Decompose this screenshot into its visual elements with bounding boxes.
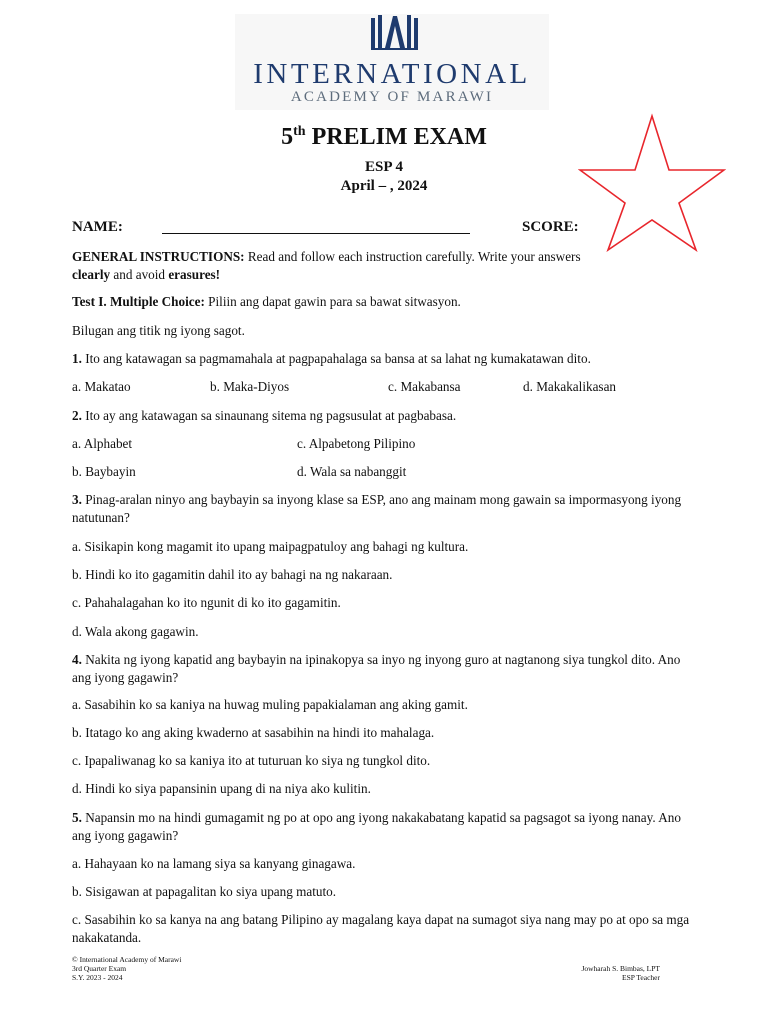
exam-subject: ESP 4 <box>365 159 403 175</box>
test1-note: Bilugan ang titik ng iyong sagot. <box>72 323 245 338</box>
footer-quarter: 3rd Quarter Exam <box>72 964 127 973</box>
q1-option-d: d. Makakalikasan <box>523 379 617 394</box>
footer-copyright: © International Academy of Marawi <box>72 955 182 964</box>
name-blank-line <box>162 233 470 234</box>
q1-option-b: b. Maka-Diyos <box>210 379 290 394</box>
logo-subtitle: ACADEMY OF MARAWI <box>290 89 494 105</box>
q5-option-c: c. Sasabihin ko sa kanya na ang batang Pilipino ay magalang kaya dapat na sumagot siya nang may po at opo sa mga nakakatanda. <box>72 912 690 945</box>
footer-teacher-name: Jowharah S. Bimbas, LPT <box>581 964 660 973</box>
footer-teacher-role: ESP Teacher <box>621 973 660 982</box>
q2-option-d: d. Wala sa nabanggit <box>297 464 407 479</box>
question-3: 3. Pinag-aralan ninyo ang baybayin sa inyong klase sa ESP, ano ang mainam mong gawain sa impormasyong iyong natutunan? <box>72 492 682 525</box>
footer-school-year: S.Y. 2023 - 2024 <box>72 973 123 982</box>
q3-option-c: c. Pahahalagahan ko ito ngunit di ko ito gagamitin. <box>72 595 341 610</box>
q2-option-b: b. Baybayin <box>72 464 136 479</box>
q3-option-b: b. Hindi ko ito gagamitin dahil ito ay bahagi na ng nakaraan. <box>72 567 393 582</box>
red-star-outline-icon <box>578 112 726 252</box>
name-label: NAME: <box>72 219 123 235</box>
iam-building-icon <box>367 14 423 52</box>
score-label: SCORE: <box>522 219 579 235</box>
q5-option-a: a. Hahayaan ko na lamang siya sa kanyang ginagawa. <box>72 856 356 871</box>
question-1: 1. Ito ang katawagan sa pagmamahala at pagpapahalaga sa bansa at sa lahat ng kumakatawan dito. <box>72 351 591 366</box>
q3-option-a: a. Sisikapin kong magamit ito upang maipagpatuloy ang bahagi ng kultura. <box>72 539 469 554</box>
q4-option-d: d. Hindi ko siya papansinin upang di na niya ako kulitin. <box>72 781 371 796</box>
logo-name: INTERNATIONAL <box>253 58 531 90</box>
question-5: 5. Napansin mo na hindi gumagamit ng po at opo ang iyong nakakabatang kapatid sa pagsagot sa iyong nanay. Ano ang iyong gagawin? <box>72 810 681 843</box>
q1-option-a: a. Makatao <box>72 379 131 394</box>
question-4: 4. Nakita ng iyong kapatid ang baybayin na ipinakopya sa inyo ng inyong guro at nagtanong siya tungkol dito. Ano ang iyong gagawin? <box>72 652 681 685</box>
question-2: 2. Ito ay ang katawagan sa sinaunang sitema ng pagsusulat at pagbabasa. <box>72 408 457 423</box>
q4-option-b: b. Itatago ko ang aking kwaderno at sasabihin na hindi ito mahalaga. <box>72 725 435 740</box>
footer-left <box>72 955 181 982</box>
footer-right <box>540 964 660 982</box>
general-instructions: GENERAL INSTRUCTIONS: Read and follow each instruction carefully. Write your answers clearly and avoid erasures! <box>72 249 581 282</box>
q3-option-d: d. Wala akong gagawin. <box>72 624 199 639</box>
q5-option-b: b. Sisigawan at papagalitan ko siya upang matuto. <box>72 884 337 899</box>
q2-option-a: a. Alphabet <box>72 436 133 451</box>
exam-date: April – , 2024 <box>340 178 428 194</box>
q4-option-a: a. Sasabihin ko sa kaniya na huwag muling papakialaman ang aking gamit. <box>72 697 468 712</box>
q4-option-c: c. Ipapaliwanag ko sa kaniya ito at tuturuan ko siya ng tungkol dito. <box>72 753 431 768</box>
q1-option-c: c. Makabansa <box>388 379 461 394</box>
test1-heading: Test I. Multiple Choice: Piliin ang dapat gawin para sa bawat sitwasyon. <box>72 294 461 309</box>
q2-option-c: c. Alpabetong Pilipino <box>297 436 416 451</box>
exam-title: 5th PRELIM EXAM <box>281 124 487 150</box>
